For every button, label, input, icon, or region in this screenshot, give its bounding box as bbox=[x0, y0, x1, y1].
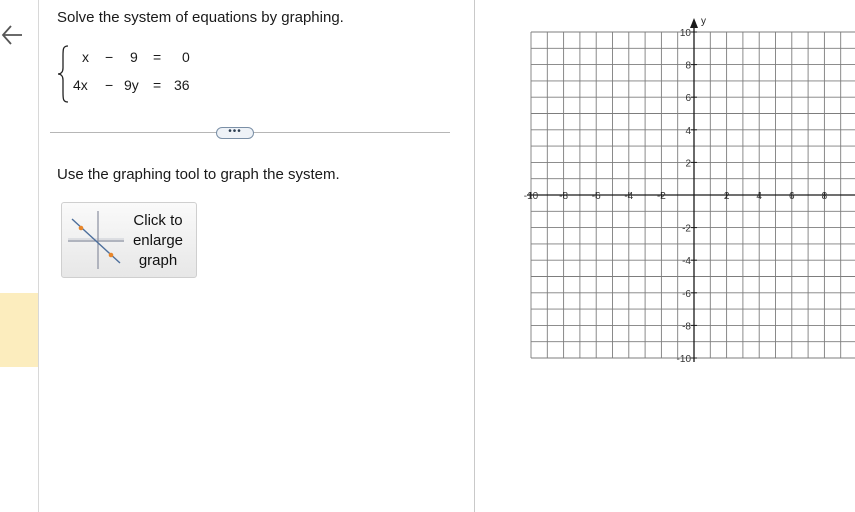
equation-rhs: 0 bbox=[182, 49, 190, 65]
tick-labels bbox=[524, 16, 828, 365]
panel-divider[interactable] bbox=[474, 0, 475, 512]
x-tick-label: 2 bbox=[723, 191, 730, 202]
graph-tool-instructions: Use the graphing tool to graph the system. bbox=[57, 166, 340, 183]
equation-operator: − bbox=[105, 49, 114, 65]
x-tick-label: -8 bbox=[559, 191, 569, 202]
y-axis-arrow-icon bbox=[690, 18, 698, 28]
y-tick-label: -6 bbox=[682, 288, 691, 300]
coordinate-graph[interactable] bbox=[520, 12, 855, 372]
enlarge-graph-button[interactable] bbox=[61, 202, 197, 278]
y-tick-label: 10 bbox=[679, 28, 691, 39]
left-arrow-icon[interactable] bbox=[0, 20, 26, 50]
equation-operator: − bbox=[105, 77, 114, 93]
x-tick-label: 6 bbox=[789, 191, 795, 202]
x-tick-label: -6 bbox=[591, 191, 601, 202]
equation-equals: = bbox=[153, 77, 162, 93]
left-brace-icon bbox=[57, 44, 71, 104]
more-button[interactable]: ••• bbox=[216, 127, 254, 139]
graph-thumbnail-icon bbox=[68, 211, 124, 269]
equation-term: 4x bbox=[73, 77, 88, 93]
equation-equals: = bbox=[153, 49, 162, 65]
x-tick-label: -4 bbox=[624, 191, 634, 202]
question-highlight-marker bbox=[0, 293, 38, 367]
y-axis-label: y bbox=[701, 16, 706, 27]
y-tick-label: -4 bbox=[682, 256, 691, 268]
x-tick-label: 4 bbox=[756, 191, 762, 202]
y-tick-label: 8 bbox=[685, 60, 691, 72]
problem-instructions: Solve the system of equations by graphing. bbox=[57, 9, 344, 26]
x-tick-label: -10 bbox=[523, 191, 539, 202]
equation-term: 9 bbox=[130, 49, 138, 65]
y-tick-label: -8 bbox=[682, 321, 691, 333]
y-tick-label: -2 bbox=[682, 223, 691, 235]
equation-term: 9y bbox=[124, 77, 139, 93]
y-tick-label: 6 bbox=[685, 93, 691, 105]
x-tick-label: -2 bbox=[656, 191, 666, 202]
axes bbox=[527, 18, 855, 362]
equation-rhs: 36 bbox=[174, 77, 190, 93]
equation-system bbox=[57, 44, 207, 104]
left-gutter bbox=[0, 0, 39, 512]
enlarge-graph-label: Click to enlarge graph bbox=[132, 212, 184, 269]
y-tick-label: 4 bbox=[685, 125, 691, 137]
x-tick-label: 8 bbox=[821, 191, 828, 202]
equation-term: x bbox=[82, 49, 89, 65]
y-tick-label: 2 bbox=[685, 158, 691, 170]
y-tick-label: -10 bbox=[676, 354, 691, 365]
